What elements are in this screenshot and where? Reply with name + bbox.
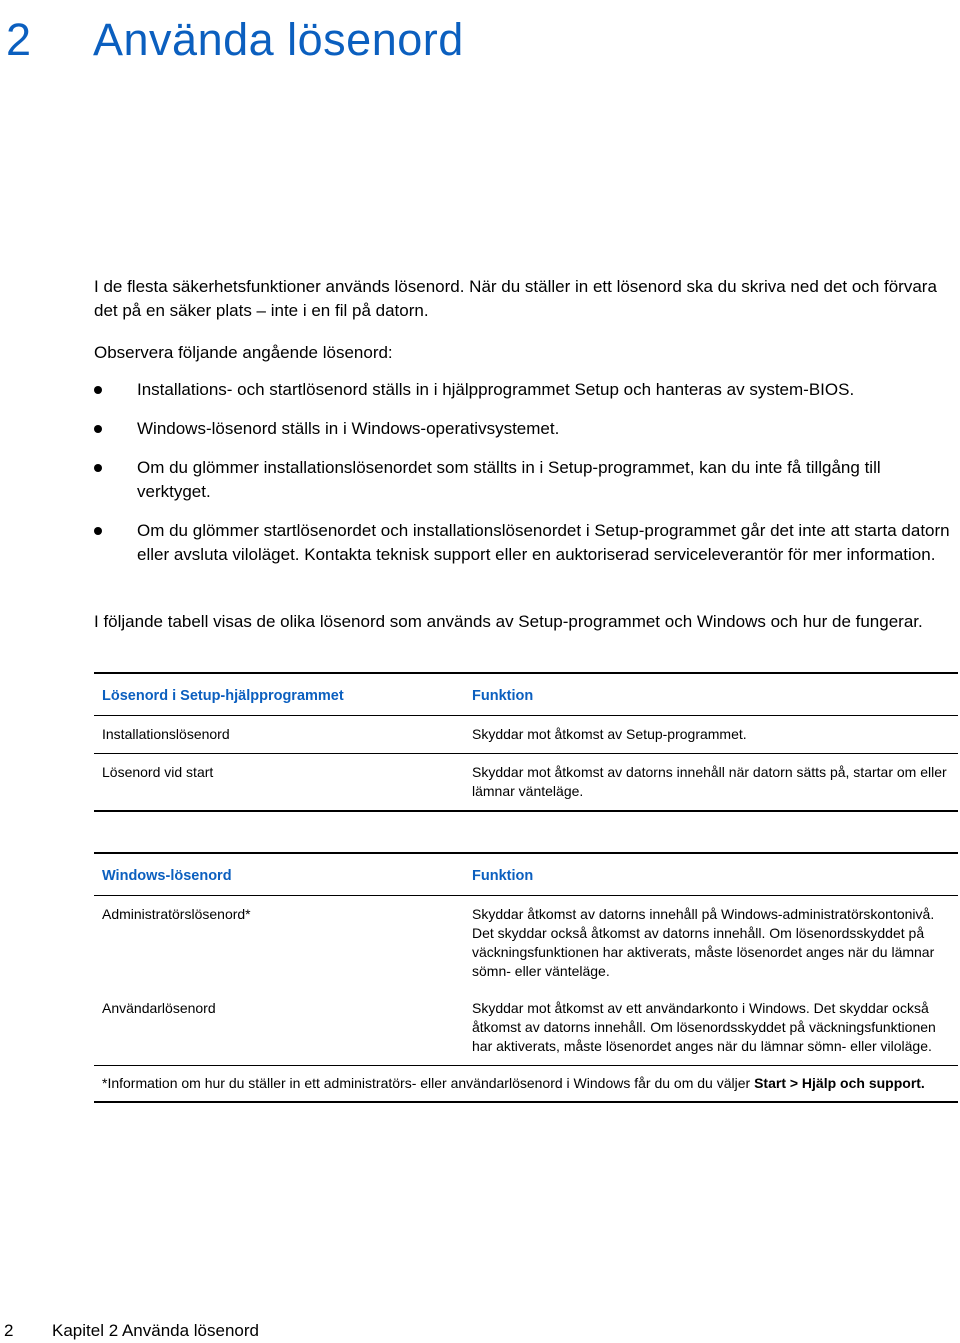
column-header: Windows-lösenord <box>94 853 464 896</box>
list-item-text: Om du glömmer installationslösenordet som ställts in i Setup-programmet, kan du inte få tillgång till verktyget. <box>137 458 881 501</box>
list-item <box>94 378 956 402</box>
chapter-title <box>6 10 464 70</box>
windows-password-table <box>94 852 958 1103</box>
footnote-text: *Information om hur du ställer in ett administratörs- eller användarlösenord i Windows får du om du väljer <box>102 1075 755 1091</box>
table-row <box>94 716 958 754</box>
chapter-number: 2 <box>6 14 32 65</box>
intro-paragraph: I de flesta säkerhetsfunktioner används lösenord. När du ställer in ett lösenord ska du skriva ned det och förvara det på en säker plats – inte i en fil på datorn. <box>94 277 937 320</box>
observe-paragraph: Observera följande angående lösenord: <box>94 343 393 362</box>
list-item-text: Windows-lösenord ställs in i Windows-operativsystemet. <box>137 419 560 438</box>
password-notes-list <box>94 378 956 582</box>
table-intro-paragraph: I följande tabell visas de olika lösenord som används av Setup-programmet och Windows och hur de fungerar. <box>94 612 923 631</box>
setup-password-table <box>94 672 958 812</box>
list-item-text: Om du glömmer startlösenordet och installationslösenordet i Setup-programmet går det inte att starta datorn eller avsluta viloläget. Kontakta teknisk support eller en auktoriserad serviceleverantör för mer information. <box>137 521 950 564</box>
list-item <box>94 417 956 441</box>
table-header-row <box>94 673 958 716</box>
table-cell: Installationslösenord <box>94 716 464 754</box>
table-row <box>94 896 958 991</box>
table-row <box>94 990 958 1066</box>
page-number: 2 <box>4 1321 14 1340</box>
list-item <box>94 456 956 504</box>
bullet-icon <box>94 464 102 472</box>
column-header: Lösenord i Setup-hjälpprogrammet <box>94 673 464 716</box>
footnote-menu-path: Start > Hjälp och support. <box>754 1075 925 1091</box>
chapter-title-text: Använda lösenord <box>93 14 464 65</box>
bullet-icon <box>94 425 102 433</box>
table-cell: Skyddar mot åtkomst av Setup-programmet. <box>464 716 958 754</box>
table-header-row <box>94 853 958 896</box>
bullet-icon <box>94 386 102 394</box>
table-footnote-row <box>94 1066 958 1103</box>
table-cell: Skyddar åtkomst av datorns innehåll på Windows-administratörskontonivå. Det skyddar också åtkomst av datorns innehåll. Om lösenordsskyddet på väckningsfunktionen har aktiverats, måste lösenordet anges när du lämnar sömn- eller vänteläge. <box>472 906 935 979</box>
table-cell: Användarlösenord <box>94 990 464 1066</box>
list-item <box>94 519 956 567</box>
list-item-text: Installations- och startlösenord ställs in i hjälpprogrammet Setup och hanteras av system-BIOS. <box>137 380 855 399</box>
column-header: Funktion <box>464 853 958 896</box>
table-cell: Lösenord vid start <box>94 754 464 812</box>
column-header: Funktion <box>464 673 958 716</box>
table-cell: Administratörslösenord* <box>102 906 251 922</box>
table-row <box>94 754 958 812</box>
footer-chapter-reference: Kapitel 2 Använda lösenord <box>52 1321 259 1340</box>
bullet-icon <box>94 527 102 535</box>
table-cell: Skyddar mot åtkomst av datorns innehåll när datorn sätts på, startar om eller lämnar vänteläge. <box>464 754 958 812</box>
table-footnote <box>94 1066 958 1103</box>
table-cell: Skyddar mot åtkomst av ett användarkonto i Windows. Det skyddar också åtkomst av datorns innehåll. Om lösenordsskyddet på väckningsfunktionen har aktiverats, måste lösenordet anges när du lämnar sömn- eller viloläge. <box>464 990 958 1066</box>
